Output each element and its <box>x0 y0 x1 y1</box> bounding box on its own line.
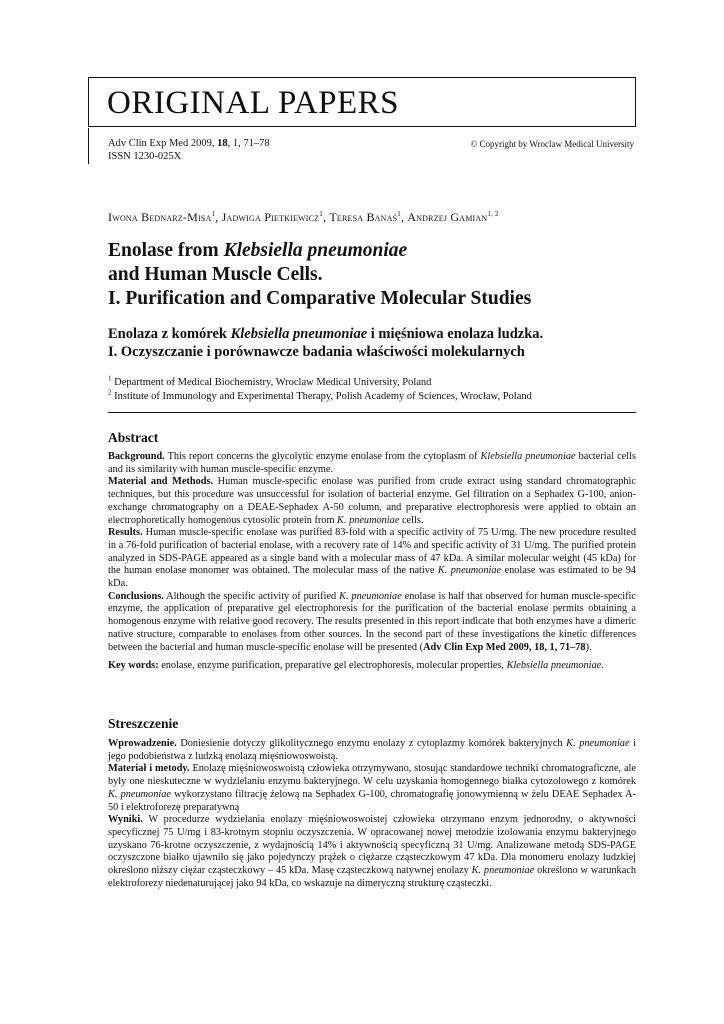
author-name: Jadwiga Pietkiewicz <box>221 210 320 224</box>
para-species: K. pneumoniae <box>566 738 630 749</box>
journal-issn: ISSN 1230-025X <box>108 151 182 162</box>
para-text: This report concerns the glycolytic enzyme enolase from the cytoplasm of <box>164 451 481 462</box>
para-text: określono w warunkach elektroforezy niedenaturującej jako 94 kDa, co wskazuje na dimeryczną strukturę cząsteczki. <box>108 865 636 889</box>
section-header-box <box>88 77 636 127</box>
subtitle-text: I. Oczyszczanie i porównawcze badania właściwości molekularnych <box>108 344 525 360</box>
para-text: cells. <box>399 514 424 526</box>
para-label: Wyniki. <box>108 814 143 826</box>
para-species: Klebsiella pneumoniae <box>480 451 576 462</box>
para-text: wykorzystano filtrację żelową na Sephadex G-100, chromatografię jonowymienną w żelu DEAE Sephadex A-50 i elektroforezę preparatywną <box>108 788 636 813</box>
para-label: Material and Methods. <box>108 476 214 488</box>
para-species: K. pneumoniae <box>471 865 535 877</box>
title-text: Enolase from <box>108 240 224 261</box>
author-separator: , <box>322 210 330 224</box>
affiliation-item <box>108 390 532 404</box>
streszczenie-results <box>108 814 636 890</box>
affiliation-text: Institute of Immunology and Experimental Therapy, Polish Academy of Sciences, Wrocław, Poland <box>114 391 532 402</box>
streszczenie-heading: Streszczenie <box>108 716 179 731</box>
journal-issue-pages: , 1, 71–78 <box>227 138 270 149</box>
title-text: and Human Muscle Cells. <box>108 264 323 285</box>
affiliation-text: Department of Medical Biochemistry, Wroclaw Medical University, Poland <box>114 377 432 388</box>
author-affiliation-mark: 1 <box>319 210 323 218</box>
para-text: Human muscle-specific enolase was purified 83-fold with a specific activity of 75 U/mg. The new procedure resulted in a 76-fold purification of bacterial enolase, with a recovery rate of 14% and specific activity of 31 U/mg. The purified protein analyzed in SDS-PAGE appeared as a single band with a molecular mass of 47 kDa. A similar molecular weight (45 kDa) for the human enolase monomer was obtained. The molecular mass of the native <box>108 527 636 577</box>
subtitle-species: Klebsiella pneumoniae <box>230 326 368 342</box>
citation: Adv Clin Exp Med 2009, 18, 1, 71–78 <box>423 641 586 653</box>
title-text: I. Purification and Comparative Molecular Studies <box>108 288 532 309</box>
author-name: Andrzej Gamian <box>407 210 488 224</box>
para-label: Materiał i metody. <box>108 763 190 775</box>
keywords <box>108 660 636 673</box>
section-title: ORIGINAL PAPERS <box>107 85 400 121</box>
title-species: Klebsiella pneumoniae <box>223 240 408 261</box>
abstract-conclusions <box>108 591 636 655</box>
author-separator: , <box>215 210 222 224</box>
abstract-heading: Abstract <box>108 430 159 445</box>
para-species: K. pneumoniae <box>437 565 502 577</box>
author-name: Teresa Banaś <box>329 210 398 224</box>
para-text: enolase was estimated to be 94 kDa. <box>108 565 636 590</box>
affiliations <box>108 376 532 404</box>
abstract-results <box>108 527 636 591</box>
subtitle-text: i mięśniowa enolaza ludzka. <box>367 326 544 342</box>
para-text: Doniesienie dotyczy glikolitycznego enzymu enolazy z cytoplazmy komórek bakteryjnych <box>176 738 567 749</box>
abstract-methods <box>108 476 636 527</box>
copyright-notice: © Copyright by Wroclaw Medical University <box>470 139 634 149</box>
para-text: i jego podobieństwa z ludzką enolazą mięśniowoswoistą. <box>108 738 636 762</box>
para-text: Human muscle-specific enolase was purified from crude extract using standard chromatographic techniques, but this procedure was unsuccessful for isolation of bacterial enzyme. Gel filtration on a Sephadex G-100, anion-exchange chromatography on a DEAE-Sephadex A-50 column, and preparative electrophoresis were applied to obtain an electrophoretically homogenous cytosolic protein from <box>108 476 636 526</box>
para-text: W procedurze wydzielania enolazy mięśniowoswoistej człowieka otrzymano enzym jednorodny, o aktywności specyficznej 75 U/mg i 83-krotnym stopniu oczyszczenia. W opracowanej nowej metodzie izolowania enzymu bakteryjnego uzyskano 76-krotne oczyszczenie, z wydajnością 14% i aktywnością specyficzną 31 U/mg. Analizowane metodą SDS-PAGE oczyszczone białko ujawniło się jako pojedynczy prążek o ciężarze cząsteczkowym 47 kDa. Dla monomeru enolazy ludzkiej określono niższy ciężar cząsteczkowy – 45 kDa. Masę cząsteczkową natywnej enolazy <box>108 814 636 877</box>
para-label: Results. <box>108 527 143 539</box>
author-name: Iwona Bednarz-Misa <box>108 210 212 224</box>
para-text: bacterial cells and its similarity with human muscle-specific enzyme. <box>108 451 636 475</box>
abstract-body <box>108 451 636 673</box>
journal-line: Adv Clin Exp Med 2009, <box>108 138 215 149</box>
streszczenie-intro <box>108 738 636 763</box>
abstract-background <box>108 451 636 476</box>
para-species: K. pneumoniae <box>108 788 171 800</box>
subtitle-text: Enolaza z komórek <box>108 326 231 342</box>
para-label: Wprowadzenie. <box>108 738 177 749</box>
meta-divider <box>88 128 89 164</box>
affiliation-number: 2 <box>108 388 112 397</box>
author-separator: , <box>400 210 408 224</box>
journal-volume: 18 <box>217 138 228 149</box>
streszczenie-body <box>108 738 636 890</box>
author-affiliation-mark: 1, 2 <box>487 210 499 218</box>
journal-meta <box>108 137 270 163</box>
article-title <box>108 239 648 311</box>
horizontal-rule <box>108 412 636 413</box>
para-label: Conclusions. <box>108 590 164 602</box>
para-text: Although the specific activity of purified <box>163 590 340 602</box>
para-text: ). <box>585 641 592 653</box>
para-species: K. pneumoniae <box>339 590 402 602</box>
para-text: enolase is half that observed for human muscle-specific enzyme, the application of preparative gel electrophoresis for the purification of the bacterial enolase permits obtaining a homogenous enzyme with relative good recovery. The results presented in this report indicate that both enzymes have a dimeric native structure, comparable to enolases from other sources. In the second part of these investigations the kinetic differences between the bacterial and human muscle-specific enolase will be presented ( <box>108 590 636 653</box>
para-text: Enolazę mięśniowoswoistą człowieka otrzymywano, stosując standardowe techniki chromatograficzne, ale były one nieskuteczne w wydzielaniu enzymu bakteryjnego. W celu uzyskania homogennego białka cytozolowego z komórek <box>108 763 636 788</box>
para-label: Background. <box>108 451 165 462</box>
streszczenie-methods <box>108 763 636 814</box>
affiliation-number: 1 <box>108 374 112 383</box>
article-title-polish <box>108 325 648 361</box>
para-species: Klebsiella pneumoniae. <box>506 660 604 672</box>
author-affiliation-mark: 1 <box>397 210 401 218</box>
author-list <box>108 210 499 225</box>
author-affiliation-mark: 1 <box>211 210 216 218</box>
para-text: enolase, enzyme purification, preparative gel electrophoresis, molecular properties, <box>158 660 507 672</box>
affiliation-item <box>108 376 532 390</box>
para-label: Key words: <box>108 660 159 672</box>
para-species: K. pneumoniae <box>337 514 400 526</box>
